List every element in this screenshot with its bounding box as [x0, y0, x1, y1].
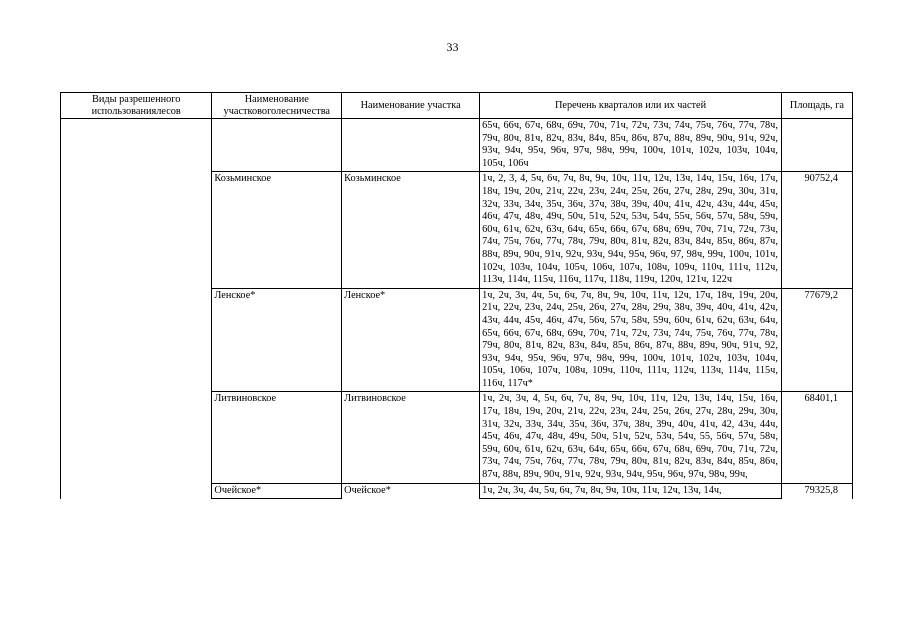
site-cell: Очейское*: [342, 483, 480, 499]
table-header-row: [61, 93, 853, 119]
quarters-cell: 65ч, 66ч, 67ч, 68ч, 69ч, 70ч, 71ч, 72ч, 73ч, 74ч, 75ч, 76ч, 77ч, 78ч, 79ч, 80ч, 81ч, 82ч, 83ч, 84ч, 85ч, 86ч, 87ч, 88ч, 89ч, 90ч, 91ч, 92ч, 93ч, 94ч, 95ч, 96ч, 97ч, 98ч, 99ч, 100ч, 101ч, 102ч, 103ч, 104ч, 105ч, 106ч: [480, 119, 782, 172]
area-cell: 90752,4: [781, 172, 852, 288]
forestry-cell: Ленское*: [212, 288, 342, 392]
forestry-cell: Литвиновское: [212, 392, 342, 483]
area-cell: 68401,1: [781, 392, 852, 483]
permitted-use-cell: [61, 119, 212, 499]
site-cell: Литвиновское: [342, 392, 480, 483]
quarters-cell: 1ч, 2, 3, 4, 5ч, 6ч, 7ч, 8ч, 9ч, 10ч, 11ч, 12ч, 13ч, 14ч, 15ч, 16ч, 17ч, 18ч, 19ч, 20ч, 21ч, 22ч, 23ч, 24ч, 25ч, 26ч, 27ч, 28ч, 29ч, 30ч, 31ч, 32ч, 33ч, 34ч, 35ч, 36ч, 37ч, 38ч, 39ч, 40ч, 41ч, 42ч, 43ч, 44ч, 45ч, 46ч, 47ч, 48ч, 49ч, 50ч, 51ч, 52ч, 53ч, 54ч, 55ч, 56ч, 57ч, 58ч, 59ч, 60ч, 61ч, 62ч, 63ч, 64ч, 65ч, 66ч, 67ч, 68ч, 69ч, 70ч, 71ч, 72ч, 73ч, 74ч, 75ч, 76ч, 77ч, 78ч, 79ч, 80ч, 81ч, 82ч, 83ч, 84ч, 85ч, 86ч, 87ч, 88ч, 89ч, 90ч, 91ч, 92ч, 93ч, 94ч, 95ч, 96ч, 97, 98ч, 99ч, 100ч, 101ч, 102ч, 103ч, 104ч, 105ч, 106ч, 107ч, 108ч, 109ч, 110ч, 111ч, 112ч, 113ч, 114ч, 115ч, 116ч, 117ч, 118ч, 119ч, 120ч, 121ч, 122ч: [480, 172, 782, 288]
site-cell: [342, 119, 480, 172]
header-forestry-name: Наименование участковоголесничества: [212, 93, 342, 119]
site-cell: Ленское*: [342, 288, 480, 392]
quarters-cell: 1ч, 2ч, 3ч, 4, 5ч, 6ч, 7ч, 8ч, 9ч, 10ч, 11ч, 12ч, 13ч, 14ч, 15ч, 16ч, 17ч, 18ч, 19ч, 20ч, 21ч, 22ч, 23ч, 24ч, 25ч, 26ч, 27ч, 28ч, 29ч, 30ч, 31ч, 32ч, 33ч, 34ч, 35ч, 36ч, 37ч, 38ч, 39ч, 40ч, 41ч, 42, 43ч, 44ч, 45ч, 46ч, 47ч, 48ч, 49ч, 50ч, 51ч, 52ч, 53ч, 54ч, 55, 56ч, 57ч, 58ч, 59ч, 60ч, 61ч, 62ч, 63ч, 64ч, 65ч, 66ч, 67ч, 68ч, 69ч, 70ч, 71ч, 72ч, 73ч, 74ч, 75ч, 76ч, 77ч, 78ч, 79ч, 80ч, 81ч, 82ч, 83ч, 84ч, 85ч, 86ч, 87ч, 88ч, 89ч, 90ч, 91ч, 92ч, 93ч, 94ч, 95ч, 96ч, 97ч, 98ч, 99ч,: [480, 392, 782, 483]
header-quarters-list: Перечень кварталов или их частей: [480, 93, 782, 119]
table-row: [61, 119, 853, 172]
header-permitted-use: Виды разрешенного использованиялесов: [61, 93, 212, 119]
site-cell: Козьминское: [342, 172, 480, 288]
area-cell: [781, 119, 852, 172]
forest-use-table: [60, 92, 853, 499]
area-cell: 77679,2: [781, 288, 852, 392]
forestry-cell: Козьминское: [212, 172, 342, 288]
header-area: Площадь, га: [781, 93, 852, 119]
forestry-cell: [212, 119, 342, 172]
area-cell: 79325,8: [781, 483, 852, 499]
header-site-name: Наименование участка: [342, 93, 480, 119]
quarters-cell: 1ч, 2ч, 3ч, 4ч, 5ч, 6ч, 7ч, 8ч, 9ч, 10ч, 11ч, 12ч, 13ч, 14ч,: [480, 483, 782, 499]
forestry-cell: Очейское*: [212, 483, 342, 499]
page-number: 33: [446, 40, 459, 54]
quarters-cell: 1ч, 2ч, 3ч, 4ч, 5ч, 6ч, 7ч, 8ч, 9ч, 10ч, 11ч, 12ч, 17ч, 18ч, 19ч, 20ч, 21ч, 22ч, 23ч, 24ч, 25ч, 26ч, 27ч, 28ч, 29ч, 38ч, 39ч, 40ч, 41ч, 42ч, 43ч, 44ч, 45ч, 46ч, 47ч, 56ч, 57ч, 58ч, 59ч, 60ч, 61ч, 62ч, 63ч, 64ч, 65ч, 66ч, 67ч, 68ч, 69ч, 70ч, 71ч, 72ч, 73ч, 74ч, 75ч, 76ч, 77ч, 78ч, 79ч, 80ч, 81ч, 82ч, 83ч, 84ч, 85ч, 86ч, 87ч, 88ч, 89ч, 90ч, 91ч, 92, 93ч, 94ч, 95ч, 96ч, 97ч, 98ч, 99ч, 100ч, 101ч, 102ч, 103ч, 104ч, 105ч, 106ч, 107ч, 108ч, 109ч, 110ч, 111ч, 112ч, 113ч, 114ч, 115ч, 116ч, 117ч*: [480, 288, 782, 392]
